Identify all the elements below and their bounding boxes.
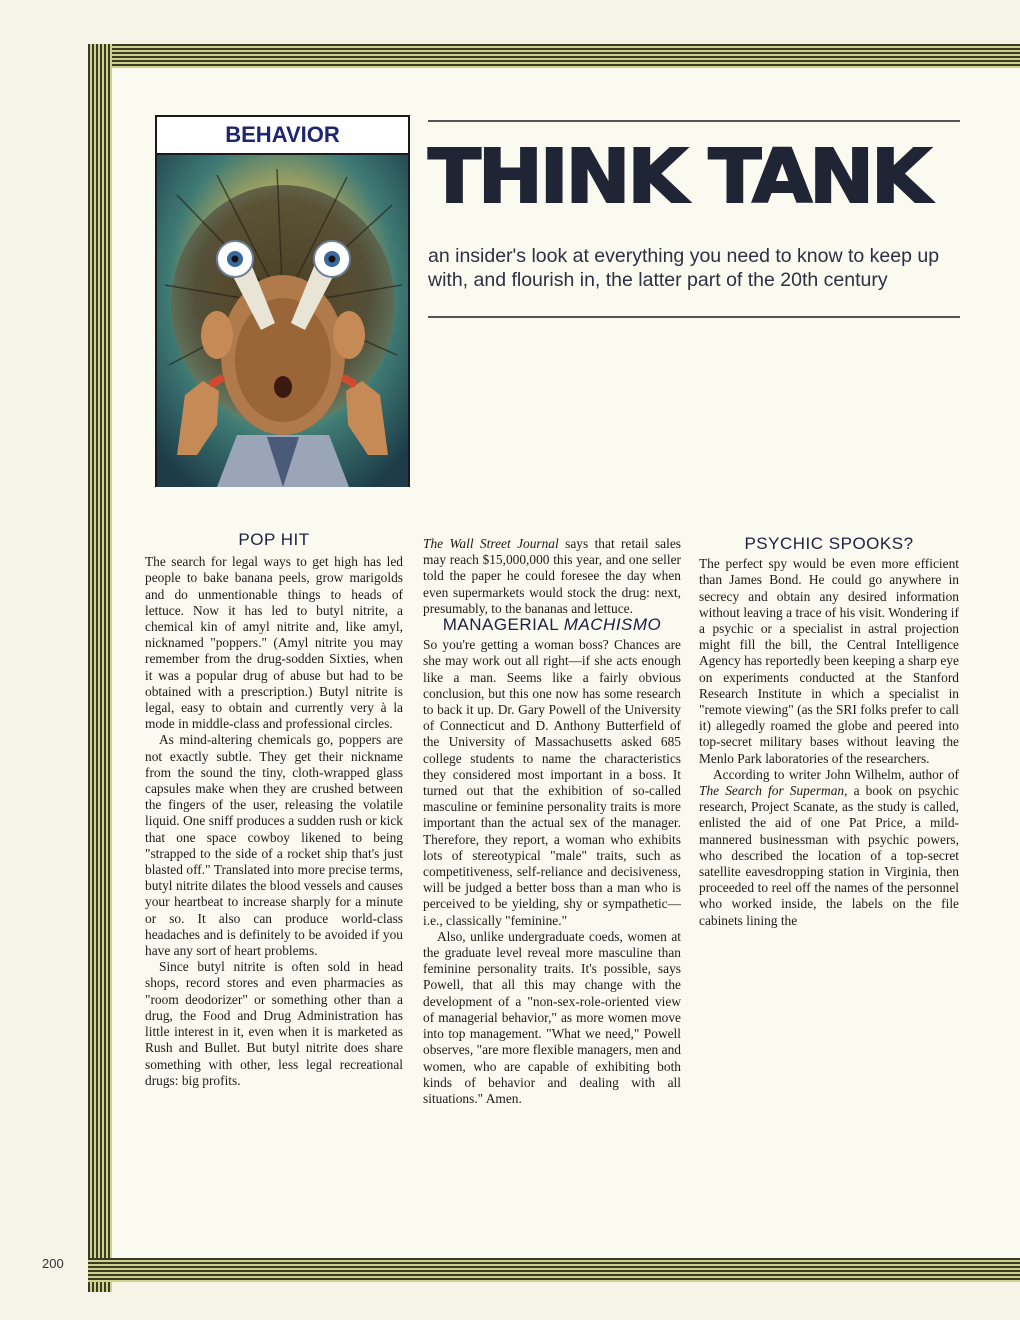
pop-hit-paragraph: As mind-altering chemicals go, poppers are not exactly subtle. They get their nickname from the sound the tiny, cloth-wrapped glass capsules make when they are crushed between the fingers of the user, releasing the volatile liquid. One sniff produces a sudden rush or kick that one space cowboy likened to being "strapped to the side of a rocket ship that's just blasted off." Translated into more precise terms, butyl nitrite dilates the blood vessels and causes your heartbeat to increase sharply for a minute or so. It also can produce world-class headaches and is definitely to be avoided if you have any sort of heart problems. <box>145 732 403 959</box>
pop-hit-text: Since butyl nitrite is often sold in head shops, record stores and even pharmacies as "room deodorizer" or something other than a drug, the Food and Drug Administration has little interest in it, even when it is marketed as Rush and Bullet. But butyl nitrite does share something with other, less legal recreational drugs: big profits. <box>145 959 403 1088</box>
publication-title: The Wall Street Journal <box>423 536 559 551</box>
article-column-2 <box>423 536 681 1107</box>
popping-eyes-illustration <box>157 155 408 487</box>
heading-italic-text: MACHISMO <box>563 615 662 635</box>
behavior-illustration-panel <box>155 115 410 487</box>
psychic-spooks-heading: PSYCHIC SPOOKS? <box>744 534 914 553</box>
managerial-paragraph: Also, unlike undergraduate coeds, women at the graduate level reveal more masculine than feminine personality traits. It's possible, says Powell, that all this may change with the development of a "non-sex-role-oriented view of managerial behavior," as more women move into top management. "What we need," Powell observes, "are more flexible managers, men and women, who are capable of exhibiting both kinds of behavior and dealing with all situations." Amen. <box>423 928 681 1106</box>
psychic-text: According to writer John Wilhelm, author of <box>713 766 959 782</box>
pop-hit-text: says that retail sales may reach $15,000,000 this year, and one seller told the paper he could foresee the day when even supermarkets would stock the drug: next, presumably, to the bananas and lettuce. <box>423 536 681 616</box>
book-title: The Search for Superman <box>699 783 845 799</box>
page-subtitle: an insider's look at everything you need to know to keep up with, and flourish in, the latter part of the 20th century <box>428 245 940 291</box>
page-title: THINK TANK <box>428 134 929 220</box>
article-column-3 <box>699 536 959 929</box>
title-bottom-rule <box>428 316 960 318</box>
heading-plain-text: MANAGERIAL <box>442 615 564 635</box>
article-column-1 <box>145 532 403 1089</box>
title-top-rule <box>428 120 960 122</box>
pop-hit-paragraph: The search for legal ways to get high has led people to bake banana peels, grow marigolds and do unmentionable things to heads of lettuce. Now it has led to butyl nitrite, a chemical kin of amyl nitrite and, like amyl, nicknamed "poppers." (Amyl nitrite you may remember from the drug-sodden Sixties, when it was a popular drug of abuse but had to be obtained with a prescription.) Butyl nitrite is legal, easy to obtain and currently very à la mode in middle-class and professional circles. <box>145 554 403 732</box>
decorative-frame-bottom <box>88 1258 1020 1282</box>
section-label: BEHAVIOR <box>157 117 408 155</box>
psychic-paragraph: The perfect spy would be even more efficient than James Bond. He could go anywhere in secrecy and obtain any desired information without leaving a trace of his visit. Wondering if a psychic or a specialist in astral projection might fill the bill, the Central Intelligence Agency has reportedly been keeping a sharp eye on experiments conducted at the Stanford Research Institute in which a specialist in "remote viewing" (as the SRI folks prefer to call it) allegedly roamed the globe and peered into top-secret military bases without leaving the Menlo Park laboratories of the researchers. <box>699 556 959 766</box>
page-number: 200 <box>42 1256 64 1271</box>
pop-hit-heading: POP HIT <box>238 530 310 549</box>
pop-hit-paragraph-continued <box>145 959 403 1089</box>
psychic-text: , a book on psychic research, Project Scanate, as the study is called, enlisted the aid of one Pat Price, a mild-mannered businessman with psychic powers, who described the location of a top-secret satellite eavesdropping station in Virginia, then proceeded to reel off the names of the personnel who worked inside, the labels on the file cabinets lining the <box>699 783 960 928</box>
pop-hit-paragraph-continuation <box>423 536 681 617</box>
decorative-frame-top <box>88 44 1020 68</box>
psychic-paragraph <box>699 767 959 929</box>
decorative-frame-left <box>88 44 112 1292</box>
managerial-machismo-heading <box>423 617 681 633</box>
managerial-paragraph: So you're getting a woman boss? Chances are she may work out all right—if she acts enough like a man. Seems like a fairly obvious conclusion, but this one now has some research to back it up. Dr. Gary Powell of the University of Connecticut and D. Anthony Butterfield of the University of Massachusetts asked 685 college students to name the characteristics they considered most important in a boss. It turned out that the exhibition of so-called masculine or feminine personality traits is more important than the actual sex of the manager. Therefore, they report, a woman who exhibits lots of stereotypical "male" traits, such as competitiveness, self-reliance and decisiveness, will be judged a better boss than a man who is perceived to be yielding, shy or sympathetic—i.e., classically "feminine." <box>423 637 681 928</box>
